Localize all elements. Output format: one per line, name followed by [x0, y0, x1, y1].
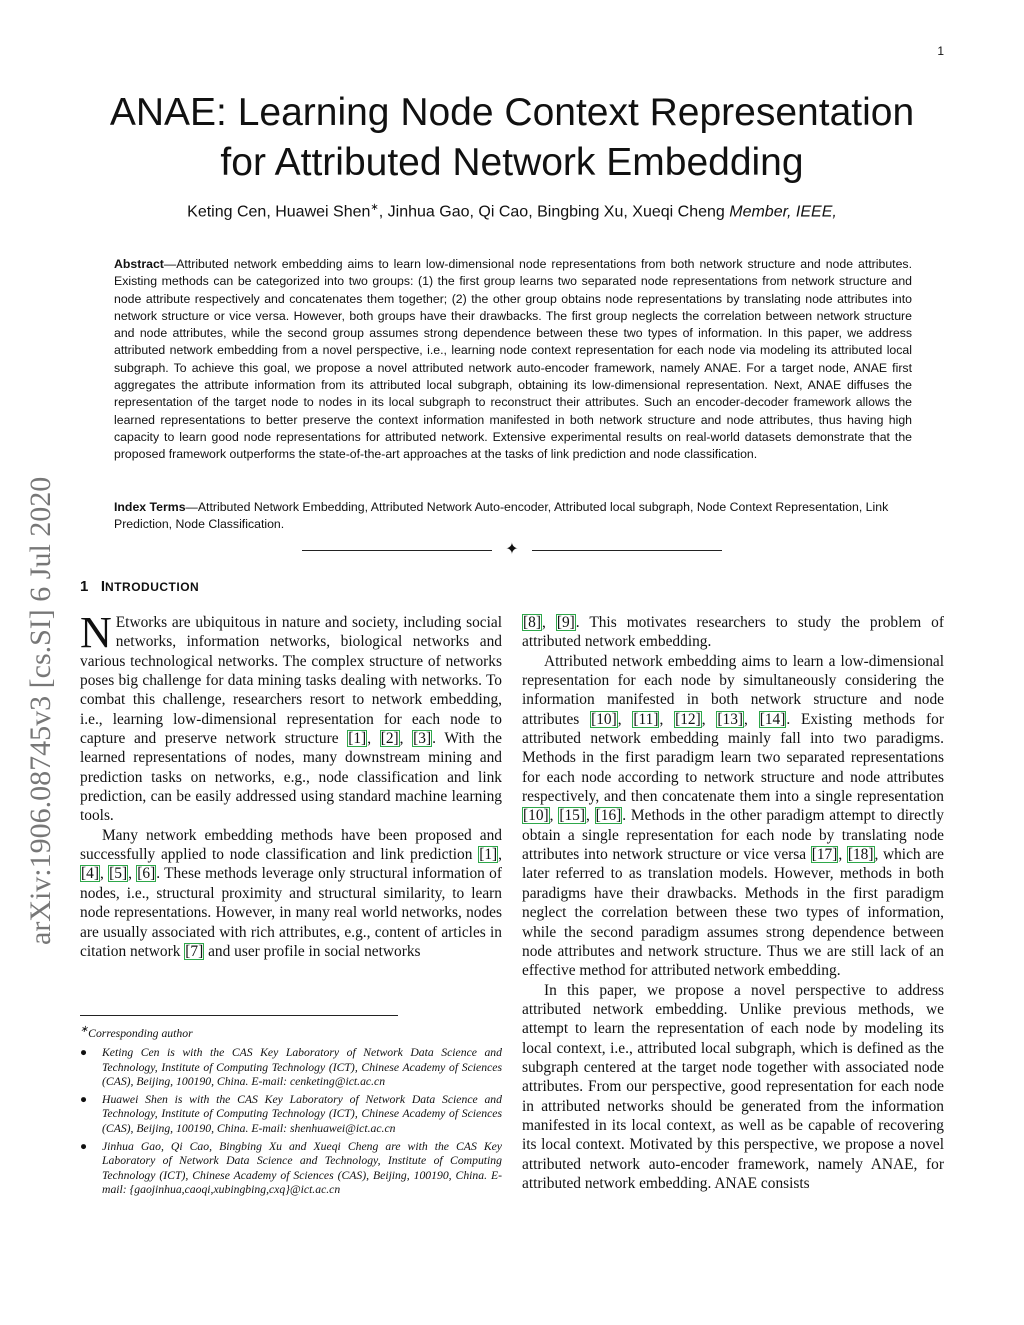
- citation-link[interactable]: [13]: [717, 710, 744, 728]
- left-column: [80, 613, 502, 1003]
- paragraph-5: In this paper, we propose a novel perspective to address attributed network embedding. Unlike previous methods, we attempt to learn the representation of each node by modeling its local context, i.e., attributed local subgraph, which is defined as the subgraph centered at the target node together with associated node attributes. From our perspective, good representation for each node in attributed networks should be generated from the information manifested in its local context, as well as be capable of recovering its local context. Motivated by this perspective, we propose a novel attributed network auto-encoder framework, namely ANAE, for attributed network embedding. ANAE consists: [522, 981, 944, 1192]
- paragraph-2: Many network embedding methods have been proposed and successfully applied to node classification and link prediction [1], [4], [5], [6]. These methods leverage only structural information of nodes, i.e., structural proximity and structural similarity, to learn node representations. However, in many real world networks, nodes are usually associated with rich attributes, e.g., content of articles in citation network [7] and user profile in social networks: [80, 826, 502, 960]
- title-line-2: for Attributed Network Embedding: [220, 141, 804, 184]
- text-run: . These methods leverage only structural information of nodes, i.e., structural proximity and structural similarity, to learn node representations. However, in many real world networks, nodes are usually associated with rich attributes, e.g., content of articles in citation network: [80, 865, 502, 960]
- footnote-text: Corresponding author: [88, 1026, 193, 1040]
- diamond-icon: ✦: [505, 541, 519, 558]
- paragraph-3: [8], [9]. This motivates researchers to study the problem of attributed network embedding.: [522, 614, 944, 651]
- section-number: 1: [80, 578, 89, 595]
- footnote-rule: [80, 1015, 398, 1016]
- citation-link[interactable]: [7]: [185, 942, 204, 960]
- section-title-rest: NTRODUCTION: [105, 580, 200, 594]
- arxiv-identifier: arXiv:1906.08745v3 [cs.SI] 6 Jul 2020: [24, 476, 57, 945]
- text-run: Many network embedding methods have been proposed and successfully applied to node classification and link prediction: [80, 826, 502, 864]
- page-number: 1: [937, 44, 944, 58]
- citation-link[interactable]: [5]: [109, 865, 128, 883]
- right-column: [522, 613, 944, 1253]
- citation-link[interactable]: [18]: [847, 846, 874, 864]
- affiliation-footnotes: [80, 1046, 502, 1201]
- citation-link[interactable]: [3]: [413, 730, 432, 748]
- citation-link[interactable]: [6]: [137, 865, 156, 883]
- corresponding-mark: ∗: [370, 202, 379, 213]
- footnote-item: [80, 1140, 502, 1198]
- abstract-label: Abstract: [114, 257, 164, 271]
- paragraph-4: Attributed network embedding aims to learn a low-dimensional representation for each node by simultaneously considering the information manifested in both network structure and node attributes [10], [11], [12], [13], [14]. Existing methods for attributed network embedding mainly fall into two paradigms. Methods in the first paradigm learn two separated representations for each node according to network structure and node attributes respectively, and then concatenate them into a single representation [10], [15], [16]. Methods in the other paradigm attempt to directly obtain a single representation for each node by translating node attributes into network structure or vice versa [17], [18], which are later referred to as translation models. However, methods in both paradigms have their drawbacks. Methods in the first paradigm neglect the correlation between these two types of information, while the second paradigm assumes strong dependence between node attributes and network structure. Thus we are still lack of an effective method for attributed network embedding.: [522, 652, 944, 980]
- authors-affix: Member, IEEE,: [729, 203, 837, 221]
- index-terms: [114, 499, 912, 534]
- citation-link[interactable]: [9]: [556, 614, 575, 631]
- text-run: Attributed network embedding aims to learn a low-dimensional representation for each node by simultaneously considering the information manifested in both network structure and node attributes: [522, 652, 944, 728]
- paper-title: [80, 88, 944, 188]
- citation-link[interactable]: [15]: [559, 807, 585, 825]
- text-run: . This motivates researchers to study the problem of attributed network embedding.: [522, 614, 944, 651]
- citation-link[interactable]: [1]: [479, 846, 498, 864]
- footnote-text: Huawei Shen is with the CAS Key Laboratory of Network Data Science and Technology, Institute of Computing Technology (ICT), Chinese Academy of Sciences (CAS), Beijing, 100190, China. E-mail: shenhuawei@ict.ac.cn: [102, 1092, 502, 1135]
- index-terms-text: —Attributed Network Embedding, Attributed Network Auto-encoder, Attributed local subgraph, Node Context Representation, Link Prediction, Node Classification.: [114, 500, 889, 532]
- text-run: . Methods in the other paradigm attempt to directly obtain a single representation for each node by translating node attributes into network structure or vice versa: [522, 807, 944, 864]
- abstract: [114, 256, 912, 464]
- section-heading: [80, 578, 199, 595]
- citation-link[interactable]: [2]: [380, 730, 399, 748]
- bullet-icon: ●: [80, 1046, 88, 1059]
- bullet-icon: ●: [80, 1092, 88, 1106]
- citation-link[interactable]: [10]: [591, 710, 617, 728]
- index-terms-label: Index Terms: [114, 500, 186, 514]
- section-title-initial: I: [100, 578, 106, 595]
- text-run: Etworks are ubiquitous in nature and society, including social networks, information networks, biological networks and various technological networks. The complex structure of networks poses big challenge for data mining tasks dealing with networks. To combat this challenge, researchers resort to network embedding, i.e., learning low-dimensional representation for each node to capture and preserve network structure: [80, 614, 502, 748]
- authors-rest: , Jinhua Gao, Qi Cao, Bingbing Xu, Xueqi Cheng: [378, 203, 725, 221]
- author-list: [80, 202, 944, 221]
- citation-link[interactable]: [14]: [759, 710, 786, 728]
- citation-link[interactable]: [10]: [523, 807, 549, 825]
- bullet-icon: ●: [80, 1139, 88, 1153]
- citation-link[interactable]: [11]: [633, 710, 659, 728]
- citation-link[interactable]: [17]: [811, 846, 838, 864]
- abstract-text: —Attributed network embedding aims to learn low-dimensional node representations from both network structure and node attributes. Existing methods can be categorized into two groups: (1) the first group learns two separated node representations from network structure and node attribute respectively and concatenates them together; (2) the other group obtains node representations by translating node attributes into network structure or vice versa. However, both groups have their drawbacks. The first group neglects the correlation between network structure and node attributes, while the second group assumes strong dependence between these two types of information. In this paper, we address attributed network embedding from a novel perspective, i.e., learning node context representation for each node via modeling its attributed local subgraph. To achieve this goal, we propose a novel attributed network auto-encoder framework, namely ANAE. For a target node, ANAE first aggregates the attribute information from its attributed local subgraph, obtaining its low-dimensional representation. Next, ANAE diffuses the representation of the target node to nodes in its local subgraph to reconstruct their attributes. Such an encoder-decoder framework allows the learned representations to better preserve the context information manifested in both network structure and node attributes, thus having high capacity to learn good node representations for attributed network. Extensive experimental results on real-world datasets demonstrate that the proposed framework outperforms the state-of-the-art approaches at the tasks of link prediction and node classification.: [114, 257, 912, 462]
- authors-lead: Keting Cen, Huawei Shen: [187, 203, 371, 221]
- paragraph-1: N Etworks are ubiquitous in nature and society, including social networks, information networks, biological networks and various technological networks. The complex structure of networks poses big challenge for data mining tasks dealing with networks. To combat this challenge, researchers resort to network embedding, i.e., learning low-dimensional representation for each node to capture and preserve network structure [1], [2], [3]. With the learned representations of nodes, many downstream mining and prediction tasks on networks, e.g., node classification and link prediction, can be easily addressed using standard machine learning tools.: [80, 613, 502, 825]
- citation-link[interactable]: [12]: [675, 710, 701, 728]
- footnote-item: [80, 1046, 502, 1090]
- citation-link[interactable]: [16]: [595, 807, 622, 825]
- citation-link[interactable]: [4]: [81, 865, 99, 883]
- asterisk-mark: ∗: [80, 1024, 89, 1035]
- citation-link[interactable]: [1]: [348, 730, 367, 748]
- footnote-text: Keting Cen is with the CAS Key Laboratory of Network Data Science and Technology, Institute of Computing Technology (ICT), Chinese Academy of Sciences (CAS), Beijing, 100190, China. E-mail: cenketing@ict.ac.cn: [102, 1046, 502, 1089]
- citation-link[interactable]: [8]: [523, 614, 541, 631]
- section-divider: [302, 541, 722, 558]
- text-run: , which are later referred to as translation models. However, methods in both paradigms have their drawbacks. Methods in the first paradigm neglect the correlation between these two types of information, while the second paradigm assumes strong dependence between node attributes and network structure. Thus we are still lack of an effective method for attributed network embedding.: [522, 846, 944, 980]
- title-line-1: ANAE: Learning Node Context Representation: [109, 91, 915, 134]
- footnote-corresponding: [80, 1023, 502, 1041]
- text-run: and user profile in social networks: [204, 942, 421, 960]
- text-run: . With the learned representations of nodes, many downstream mining and prediction tasks on networks, e.g., node classification and link prediction, can be easily addressed using standard machine learning tools.: [80, 730, 502, 825]
- footnote-item: [80, 1093, 502, 1137]
- text-run: . Existing methods for attributed network embedding mainly fall into two paradigms. Methods in the first paradigm learn two separated representations for each node according to network structure and node attributes respectively, and then concatenate them into a single representation: [522, 710, 944, 806]
- drop-cap: N: [80, 613, 112, 657]
- footnote-text: Jinhua Gao, Qi Cao, Bingbing Xu and Xueqi Cheng are with the CAS Key Laboratory of Network Data Science and Technology, Institute of Computing Technology (ICT), Chinese Academy of Sciences (CAS), Beijing, 100190, China. E-mail: {gaojinhua,caoqi,xubingbing,cxq}@ict.ac.cn: [102, 1139, 502, 1197]
